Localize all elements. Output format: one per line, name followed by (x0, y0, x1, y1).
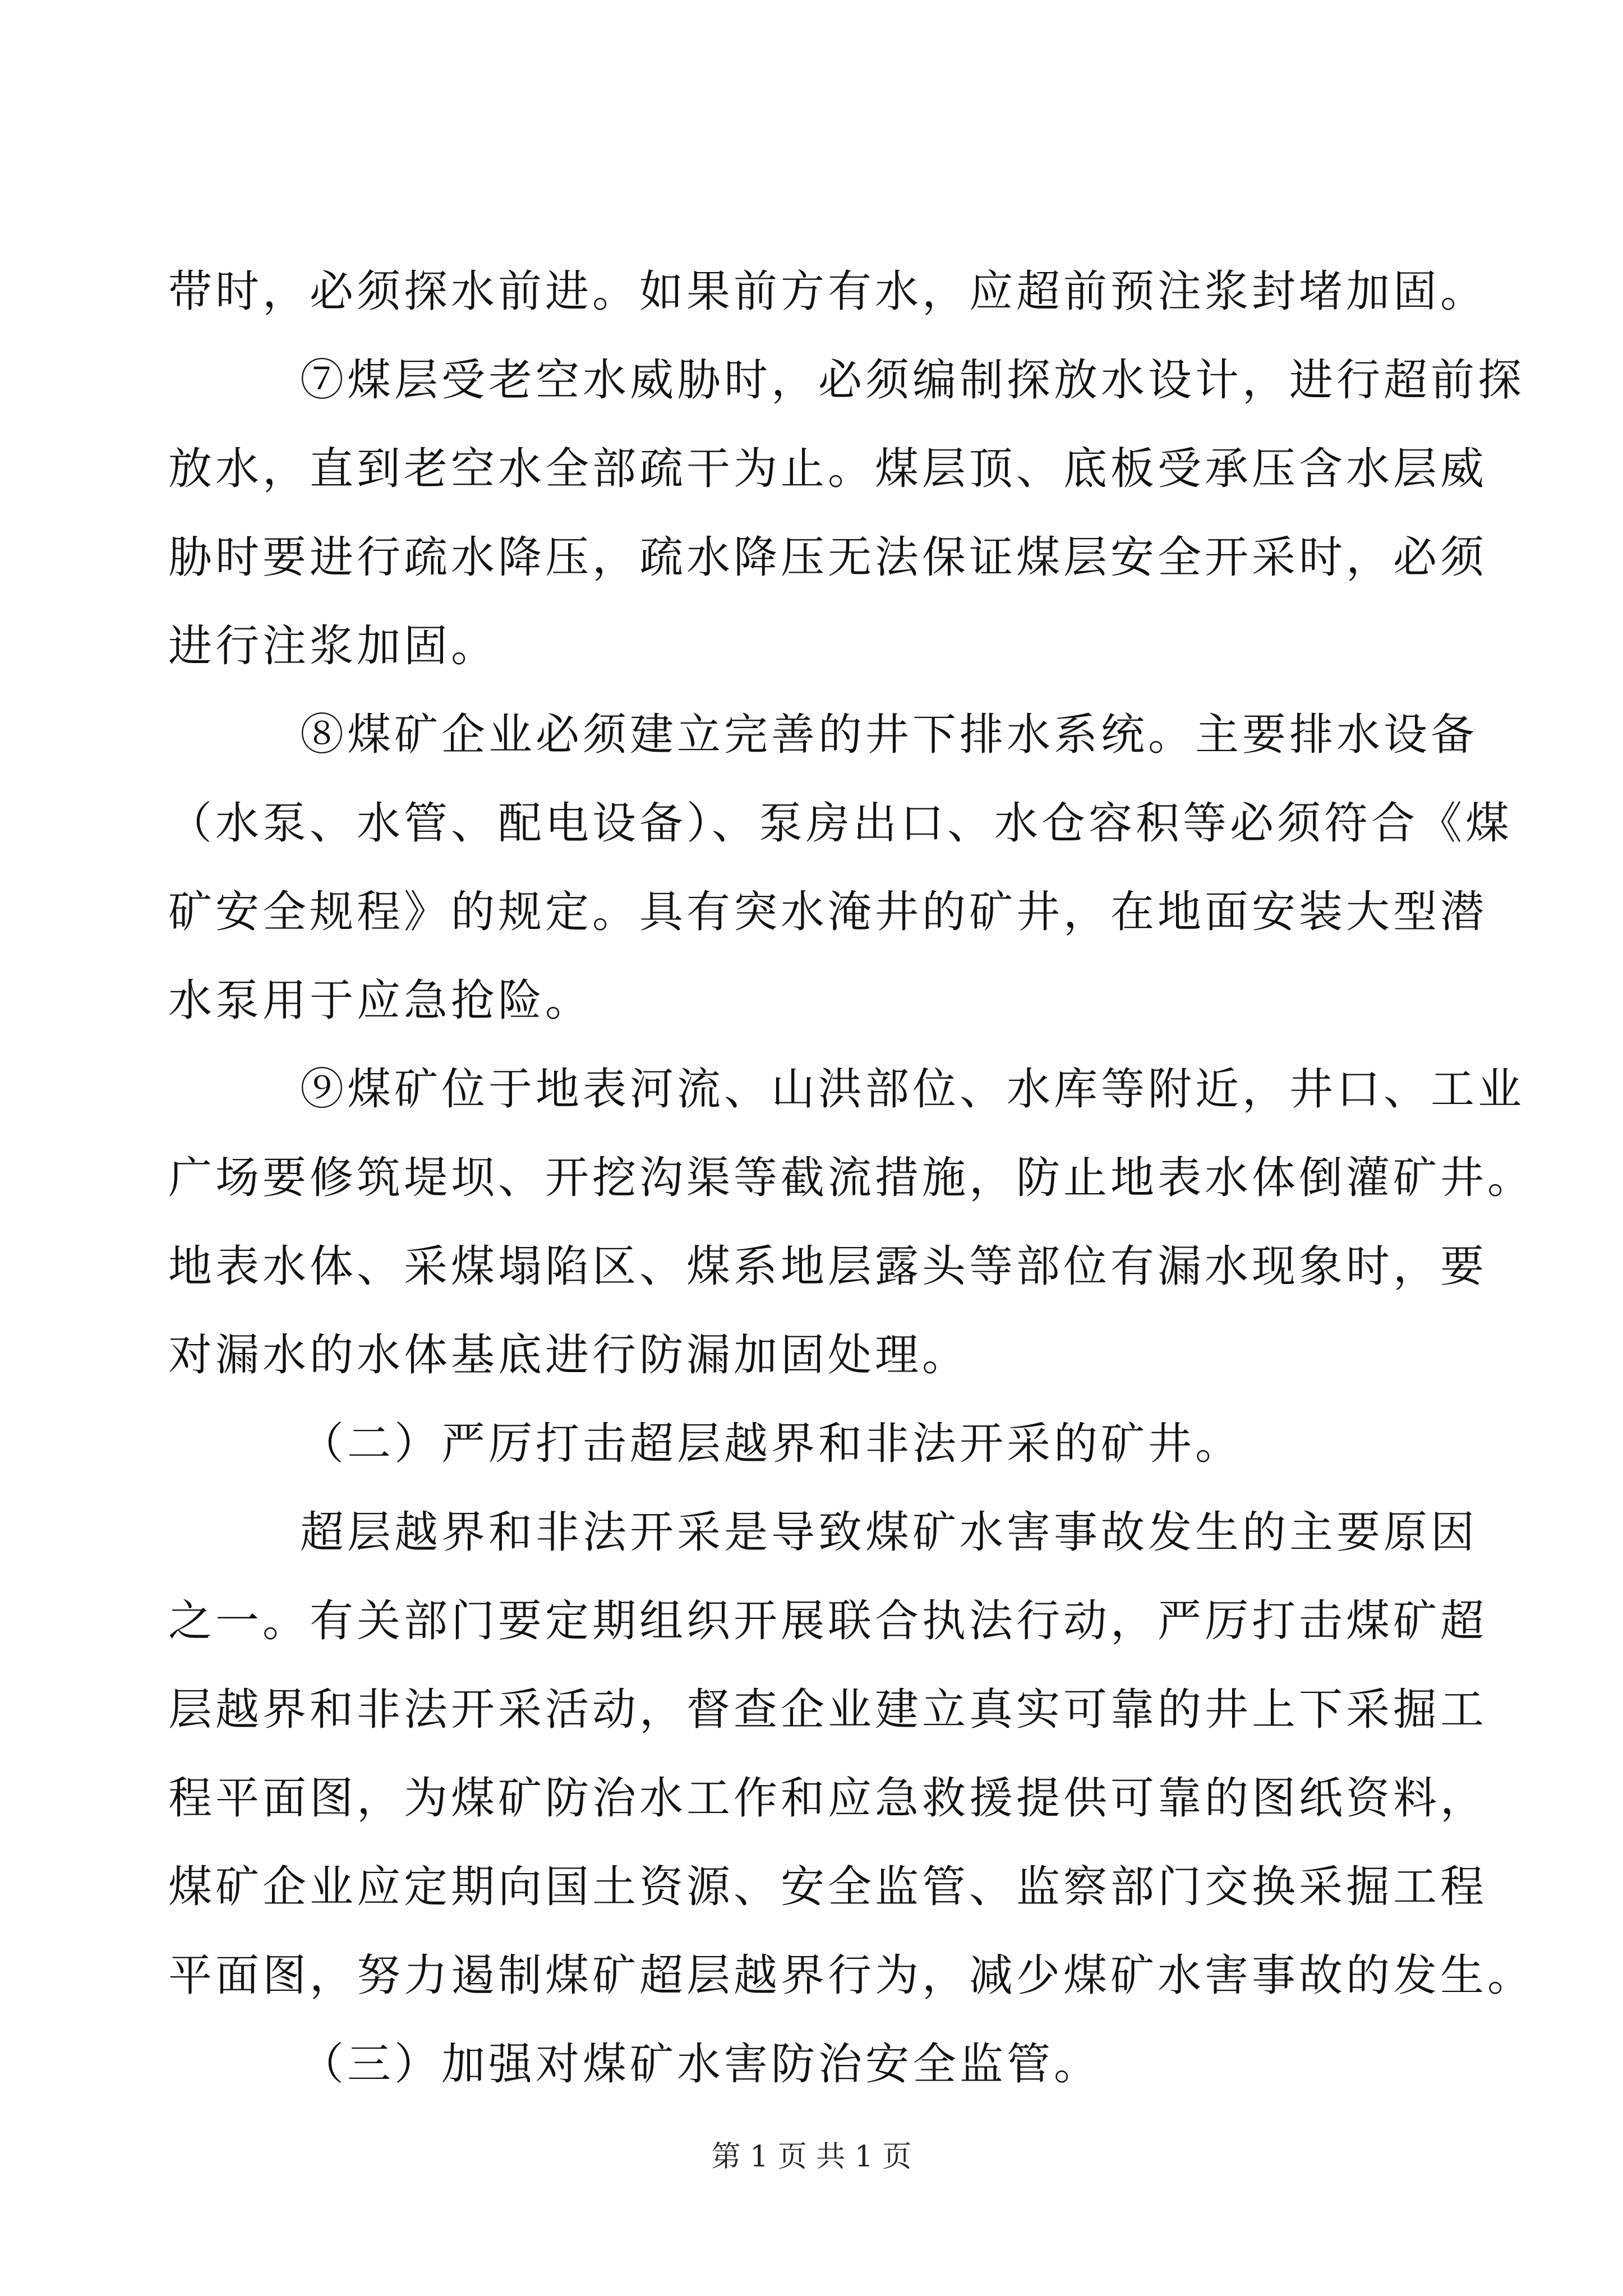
body-line: 对漏水的水体基底进行防漏加固处理。 (168, 1330, 970, 1381)
body-line: 广场要修筑堤坝、开挖沟渠等截流措施，防止地表水体倒灌矿井。 (168, 1153, 1535, 1203)
section-heading: （二）严厉打击超层越界和非法开采的矿井。 (300, 1419, 1243, 1469)
body-line: 之一。有关部门要定期组织开展联合执法行动，严厉打击煤矿超 (168, 1596, 1488, 1646)
page-number-footer: 第 1 页 共 1 页 (711, 2140, 912, 2174)
body-line: 带时，必须探水前进。如果前方有水，应超前预注浆封堵加固。 (168, 266, 1488, 317)
body-line: （水泵、水管、配电设备）、泵房出口、水仓容积等必须符合《煤 (168, 798, 1513, 849)
body-line: 层越界和非法开采活动，督查企业建立真实可靠的井上下采掘工 (168, 1685, 1488, 1735)
body-line: 进行注浆加固。 (168, 621, 499, 671)
body-line: 水泵用于应急抢险。 (168, 976, 593, 1026)
section-heading: （三）加强对煤矿水害防治安全监管。 (300, 2039, 1101, 2090)
body-line: ⑨煤矿位于地表河流、山洪部位、水库等附近，井口、工业 (300, 1064, 1525, 1115)
body-line: 胁时要进行疏水降压，疏水降压无法保证煤层安全开采时，必须 (168, 532, 1488, 583)
body-line: 程平面图，为煤矿防治水工作和应急救援提供可靠的图纸资料， (168, 1773, 1488, 1824)
body-line: 放水，直到老空水全部疏干为止。煤层顶、底板受承压含水层威 (168, 444, 1488, 494)
body-line: ⑧煤矿企业必须建立完善的井下排水系统。主要排水设备 (300, 710, 1478, 760)
body-line: 平面图，努力遏制煤矿超层越界行为，减少煤矿水害事故的发生。 (168, 1950, 1535, 2001)
body-line: 地表水体、采煤塌陷区、煤系地层露头等部位有漏水现象时，要 (168, 1241, 1488, 1292)
body-line: 煤矿企业应定期向国土资源、安全监管、监察部门交换采掘工程 (168, 1862, 1488, 1912)
body-line: 超层越界和非法开采是导致煤矿水害事故发生的主要原因 (300, 1507, 1478, 1558)
body-line: ⑦煤层受老空水威胁时，必须编制探放水设计，进行超前探 (300, 355, 1525, 406)
body-line: 矿安全规程》的规定。具有突水淹井的矿井，在地面安装大型潜 (168, 887, 1488, 937)
